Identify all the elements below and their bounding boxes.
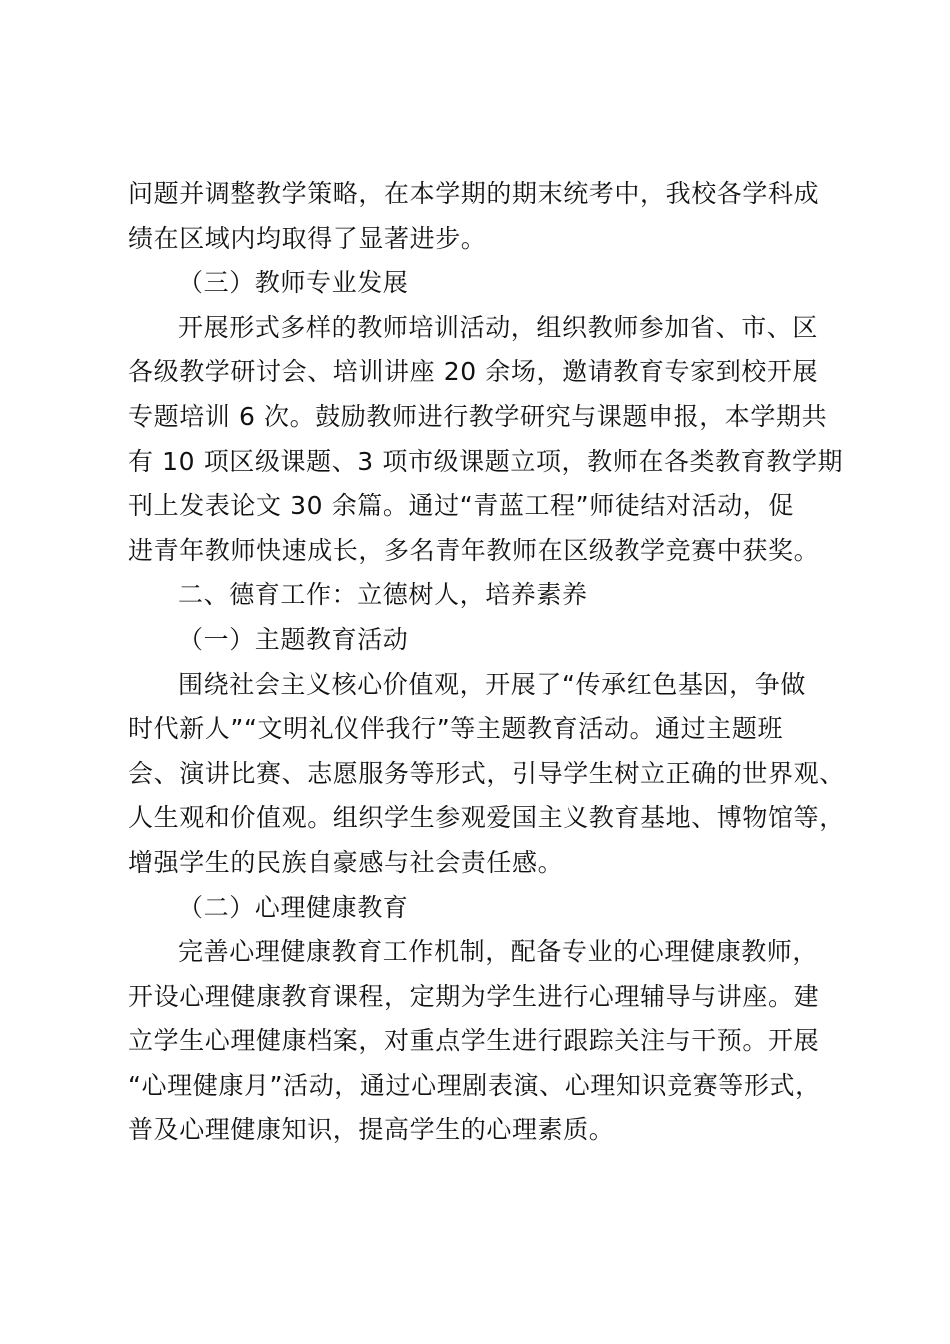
- body-text-line: 普及心理健康知识，提高学生的心理素质。: [128, 1115, 615, 1145]
- body-text-line: 进青年教师快速成长，多名青年教师在区级教学竞赛中获奖。: [128, 535, 820, 565]
- body-text-line: “心理健康月”活动，通过心理剧表演、心理知识竞赛等形式，: [128, 1070, 821, 1100]
- paragraph-first-line: 围绕社会主义核心价值观，开展了“传承红色基因，争做: [178, 669, 806, 699]
- body-text-line: 会、演讲比赛、志愿服务等形式，引导学生树立正确的世界观、: [128, 758, 845, 788]
- body-text-line: 刊上发表论文 30 余篇。通过“青蓝工程”师徒结对活动，促: [128, 491, 795, 521]
- section-heading: （三）教师专业发展: [178, 268, 409, 298]
- paragraph-first-line: 开展形式多样的教师培训活动，组织教师参加省、市、区: [178, 312, 819, 342]
- body-text-line: 绩在区域内均取得了显著进步。: [128, 223, 487, 253]
- section-heading: （二）心理健康教育: [178, 892, 409, 922]
- body-text-line: 有 10 项区级课题、3 项市级课题立项，教师在各类教育教学期: [128, 446, 844, 476]
- body-text-line: 时代新人”“文明礼仪伴我行”等主题教育活动。通过主题班: [128, 714, 784, 744]
- body-text-line: 各级教学研讨会、培训讲座 20 余场，邀请教育专家到校开展: [128, 357, 819, 387]
- document-body: [128, 172, 845, 1153]
- body-text-line: 人生观和价值观。组织学生参观爱国主义教育基地、博物馆等，: [128, 803, 845, 833]
- paragraph-first-line: 完善心理健康教育工作机制，配备专业的心理健康教师，: [178, 937, 819, 967]
- body-text-line: 专题培训 6 次。鼓励教师进行教学研究与课题申报，本学期共: [128, 401, 828, 431]
- body-text-line: 立学生心理健康档案，对重点学生进行跟踪关注与干预。开展: [128, 1026, 820, 1056]
- body-text-line: 问题并调整教学策略，在本学期的期末统考中，我校各学科成: [128, 179, 820, 208]
- body-text-line: 增强学生的民族自豪感与社会责任感。: [128, 847, 564, 877]
- section-heading: （一）主题教育活动: [178, 624, 409, 654]
- chapter-heading: 二、德育工作：立德树人，培养素养: [178, 580, 588, 610]
- body-text-line: 开设心理健康教育课程，定期为学生进行心理辅导与讲座。建: [128, 981, 820, 1011]
